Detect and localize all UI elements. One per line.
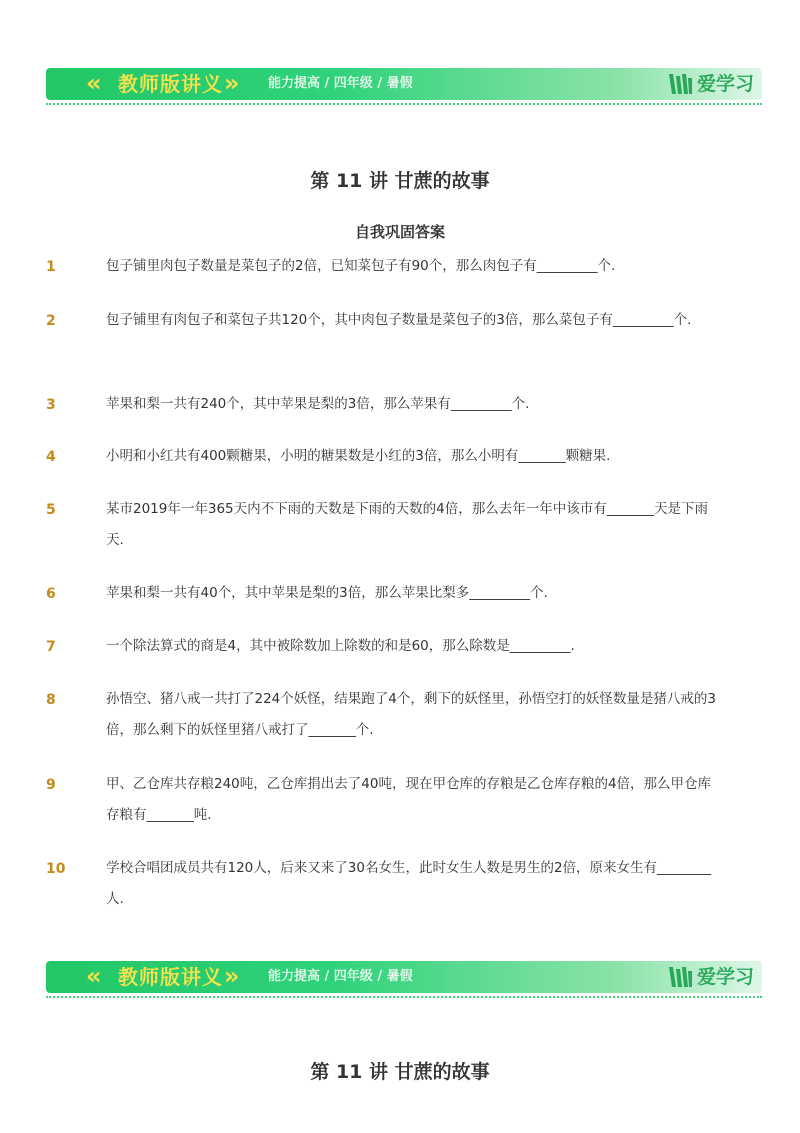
question-text: 包子铺里肉包子数量是菜包子的2倍，已知菜包子有90个，那么肉包子有_________个. [106, 258, 616, 274]
question-number: 8 [46, 692, 56, 708]
logo [667, 964, 754, 990]
header-banner [46, 961, 762, 993]
header-divider [46, 996, 762, 998]
question-text: 孙悟空、猪八戒一共打了224个妖怪，结果跑了4个，剩下的妖怪里，孙悟空打的妖怪数量是猪八戒的3倍，那么剩下的妖怪里猪八戒打了_______个. [106, 691, 716, 738]
header-title: 教师版讲义 [118, 965, 223, 989]
question-number: 3 [46, 397, 56, 413]
header-divider [46, 103, 762, 105]
header-title: 教师版讲义 [118, 72, 223, 96]
question-text: 小明和小红共有400颗糖果，小明的糖果数是小红的3倍，那么小明有_______颗糖果. [106, 448, 611, 464]
lecture-title: 第 11 讲 甘蔗的故事 [310, 1061, 490, 1083]
logo [667, 71, 754, 97]
question-text: 甲、乙仓库共存粮240吨，乙仓库捐出去了40吨，现在甲仓库的存粮是乙仓库存粮的4倍，那么甲仓库存粮有_______吨. [106, 776, 712, 823]
question-number: 1 [46, 259, 56, 275]
logo-icon [667, 965, 693, 989]
question-text: 某市2019年一年365天内不下雨的天数是下雨的天数的4倍，那么去年一年中该市有_______天是下雨天. [106, 501, 708, 548]
question-text: 学校合唱团成员共有120人，后来又来了30名女生，此时女生人数是男生的2倍，原来女生有________人. [106, 860, 712, 907]
question-text: 苹果和梨一共有240个，其中苹果是梨的3倍，那么苹果有_________个. [106, 396, 530, 412]
question-number: 7 [46, 639, 56, 655]
double-chevron-right-icon: » [224, 962, 237, 990]
double-chevron-left-icon: « [86, 69, 99, 97]
logo-text: 爱学习 [696, 73, 754, 95]
question-number: 6 [46, 586, 56, 602]
question-number: 10 [46, 861, 66, 877]
question-text: 包子铺里有肉包子和菜包子共120个，其中肉包子数量是菜包子的3倍，那么菜包子有_________个. [106, 312, 692, 328]
logo-text: 爱学习 [696, 966, 754, 988]
lecture-title: 第 11 讲 甘蔗的故事 [310, 170, 490, 192]
header-banner [46, 68, 762, 100]
question-number: 2 [46, 313, 56, 329]
header-subtitle: 能力提高 / 四年级 / 暑假 [268, 76, 413, 91]
question-text: 苹果和梨一共有40个，其中苹果是梨的3倍，那么苹果比梨多_________个. [106, 585, 548, 601]
double-chevron-right-icon: » [224, 69, 237, 97]
question-number: 5 [46, 502, 56, 518]
question-text: 一个除法算式的商是4，其中被除数加上除数的和是60，那么除数是_________. [106, 638, 575, 654]
header-subtitle: 能力提高 / 四年级 / 暑假 [268, 969, 413, 984]
section-title: 自我巩固答案 [354, 223, 445, 241]
question-number: 4 [46, 449, 56, 465]
double-chevron-left-icon: « [86, 962, 99, 990]
question-number: 9 [46, 777, 56, 793]
logo-icon [667, 72, 693, 96]
